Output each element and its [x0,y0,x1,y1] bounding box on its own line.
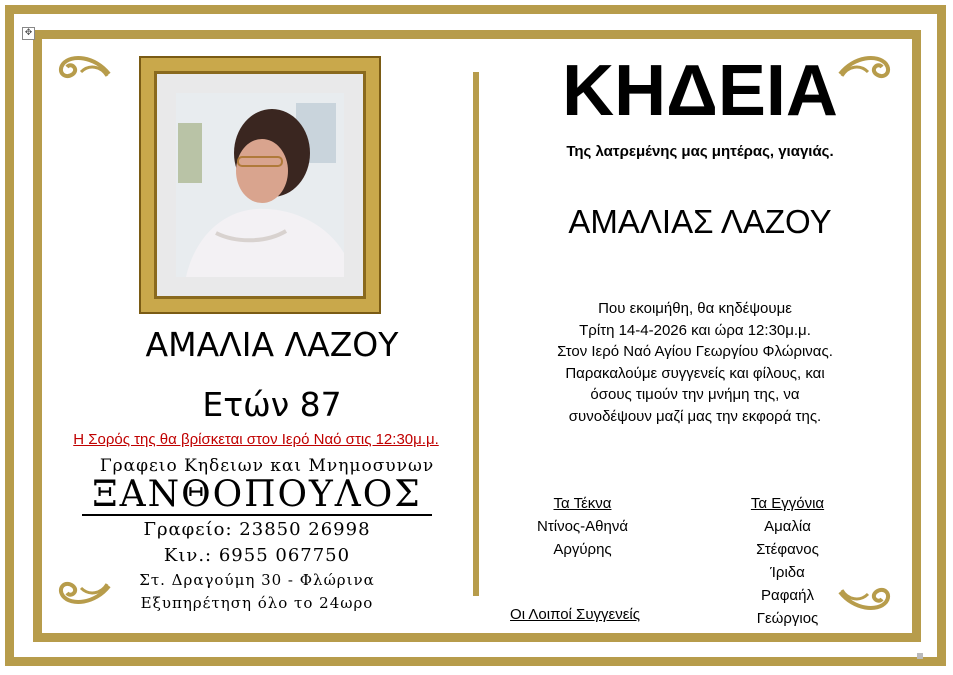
subtitle: Της λατρεμένης μας μητέρας, γιαγιάς. [566,143,834,160]
grandchild-name: Γεώργιος [756,610,819,627]
grandchildren-list [710,492,865,630]
age-label: Ετών 87 [202,385,342,424]
funeral-title: ΚΗΔΕΙΑ [562,51,838,131]
body-line: Τρίτη 14-4-2026 και ώρα 12:30μ.μ. [579,321,811,339]
children-heading: Τα Τέκνα [553,495,612,512]
grandchildren-heading: Τα Εγγόνια [750,495,825,512]
resize-handle[interactable] [917,653,923,659]
child-name: Ντίνος-Αθηνά [536,518,629,535]
deceased-name-right: ΑΜΑΛΙΑΣ ΛΑΖΟΥ [568,203,832,240]
grandchild-name: Ραφαήλ [761,587,814,604]
body-line: συνοδέψουν μαζί μας την εκφορά της. [568,407,822,425]
grandchild-name: Στέφανος [756,541,819,558]
wake-notice: Η Σορός της θα βρίσκεται στον Ιερό Ναό στις 12:30μ.μ. [73,431,439,448]
move-handle-icon[interactable]: ✥ [22,27,35,40]
body-line: Παρακαλούμε συγγενείς και φίλους, και [565,364,825,382]
funeral-office-title: Γραφειο Κηδειων και Μνημοσυνων [99,456,435,476]
office-phone[interactable]: Γραφείο: 23850 26998 [143,519,371,540]
office-service-hours: Εξυπηρέτηση όλο το 24ωρο [140,594,374,612]
office-address: Στ. Δραγούμη 30 - Φλώρινα [139,571,375,589]
portrait-frame [141,58,379,312]
other-relatives: Οι Λοιποί Συγγενείς [510,606,640,623]
body-line: όσους τιμούν την μνήμη της, να [590,386,800,403]
child-name: Αργύρης [553,541,612,558]
grandchild-name: Αμαλία [764,518,811,535]
ornament-flourish-icon [51,52,113,82]
children-list [500,492,665,561]
announcement-body [480,298,910,427]
grandchild-name: Ίριδα [770,564,805,581]
mobile-phone[interactable]: Κιν.: 6955 067750 [163,545,351,566]
body-line: Που εκοιμήθη, θα κηδέψουμε [598,300,792,317]
center-divider [473,72,479,596]
portrait-photo [176,93,344,277]
body-line: Στον Ιερό Ναό Αγίου Γεωργίου Φλώρινας. [557,343,833,360]
funeral-office-name: ΞΑΝΘΟΠΟΥΛΟΣ [82,476,432,516]
deceased-name-left: ΑΜΑΛΙΑ ΛΑΖΟΥ [145,325,399,364]
